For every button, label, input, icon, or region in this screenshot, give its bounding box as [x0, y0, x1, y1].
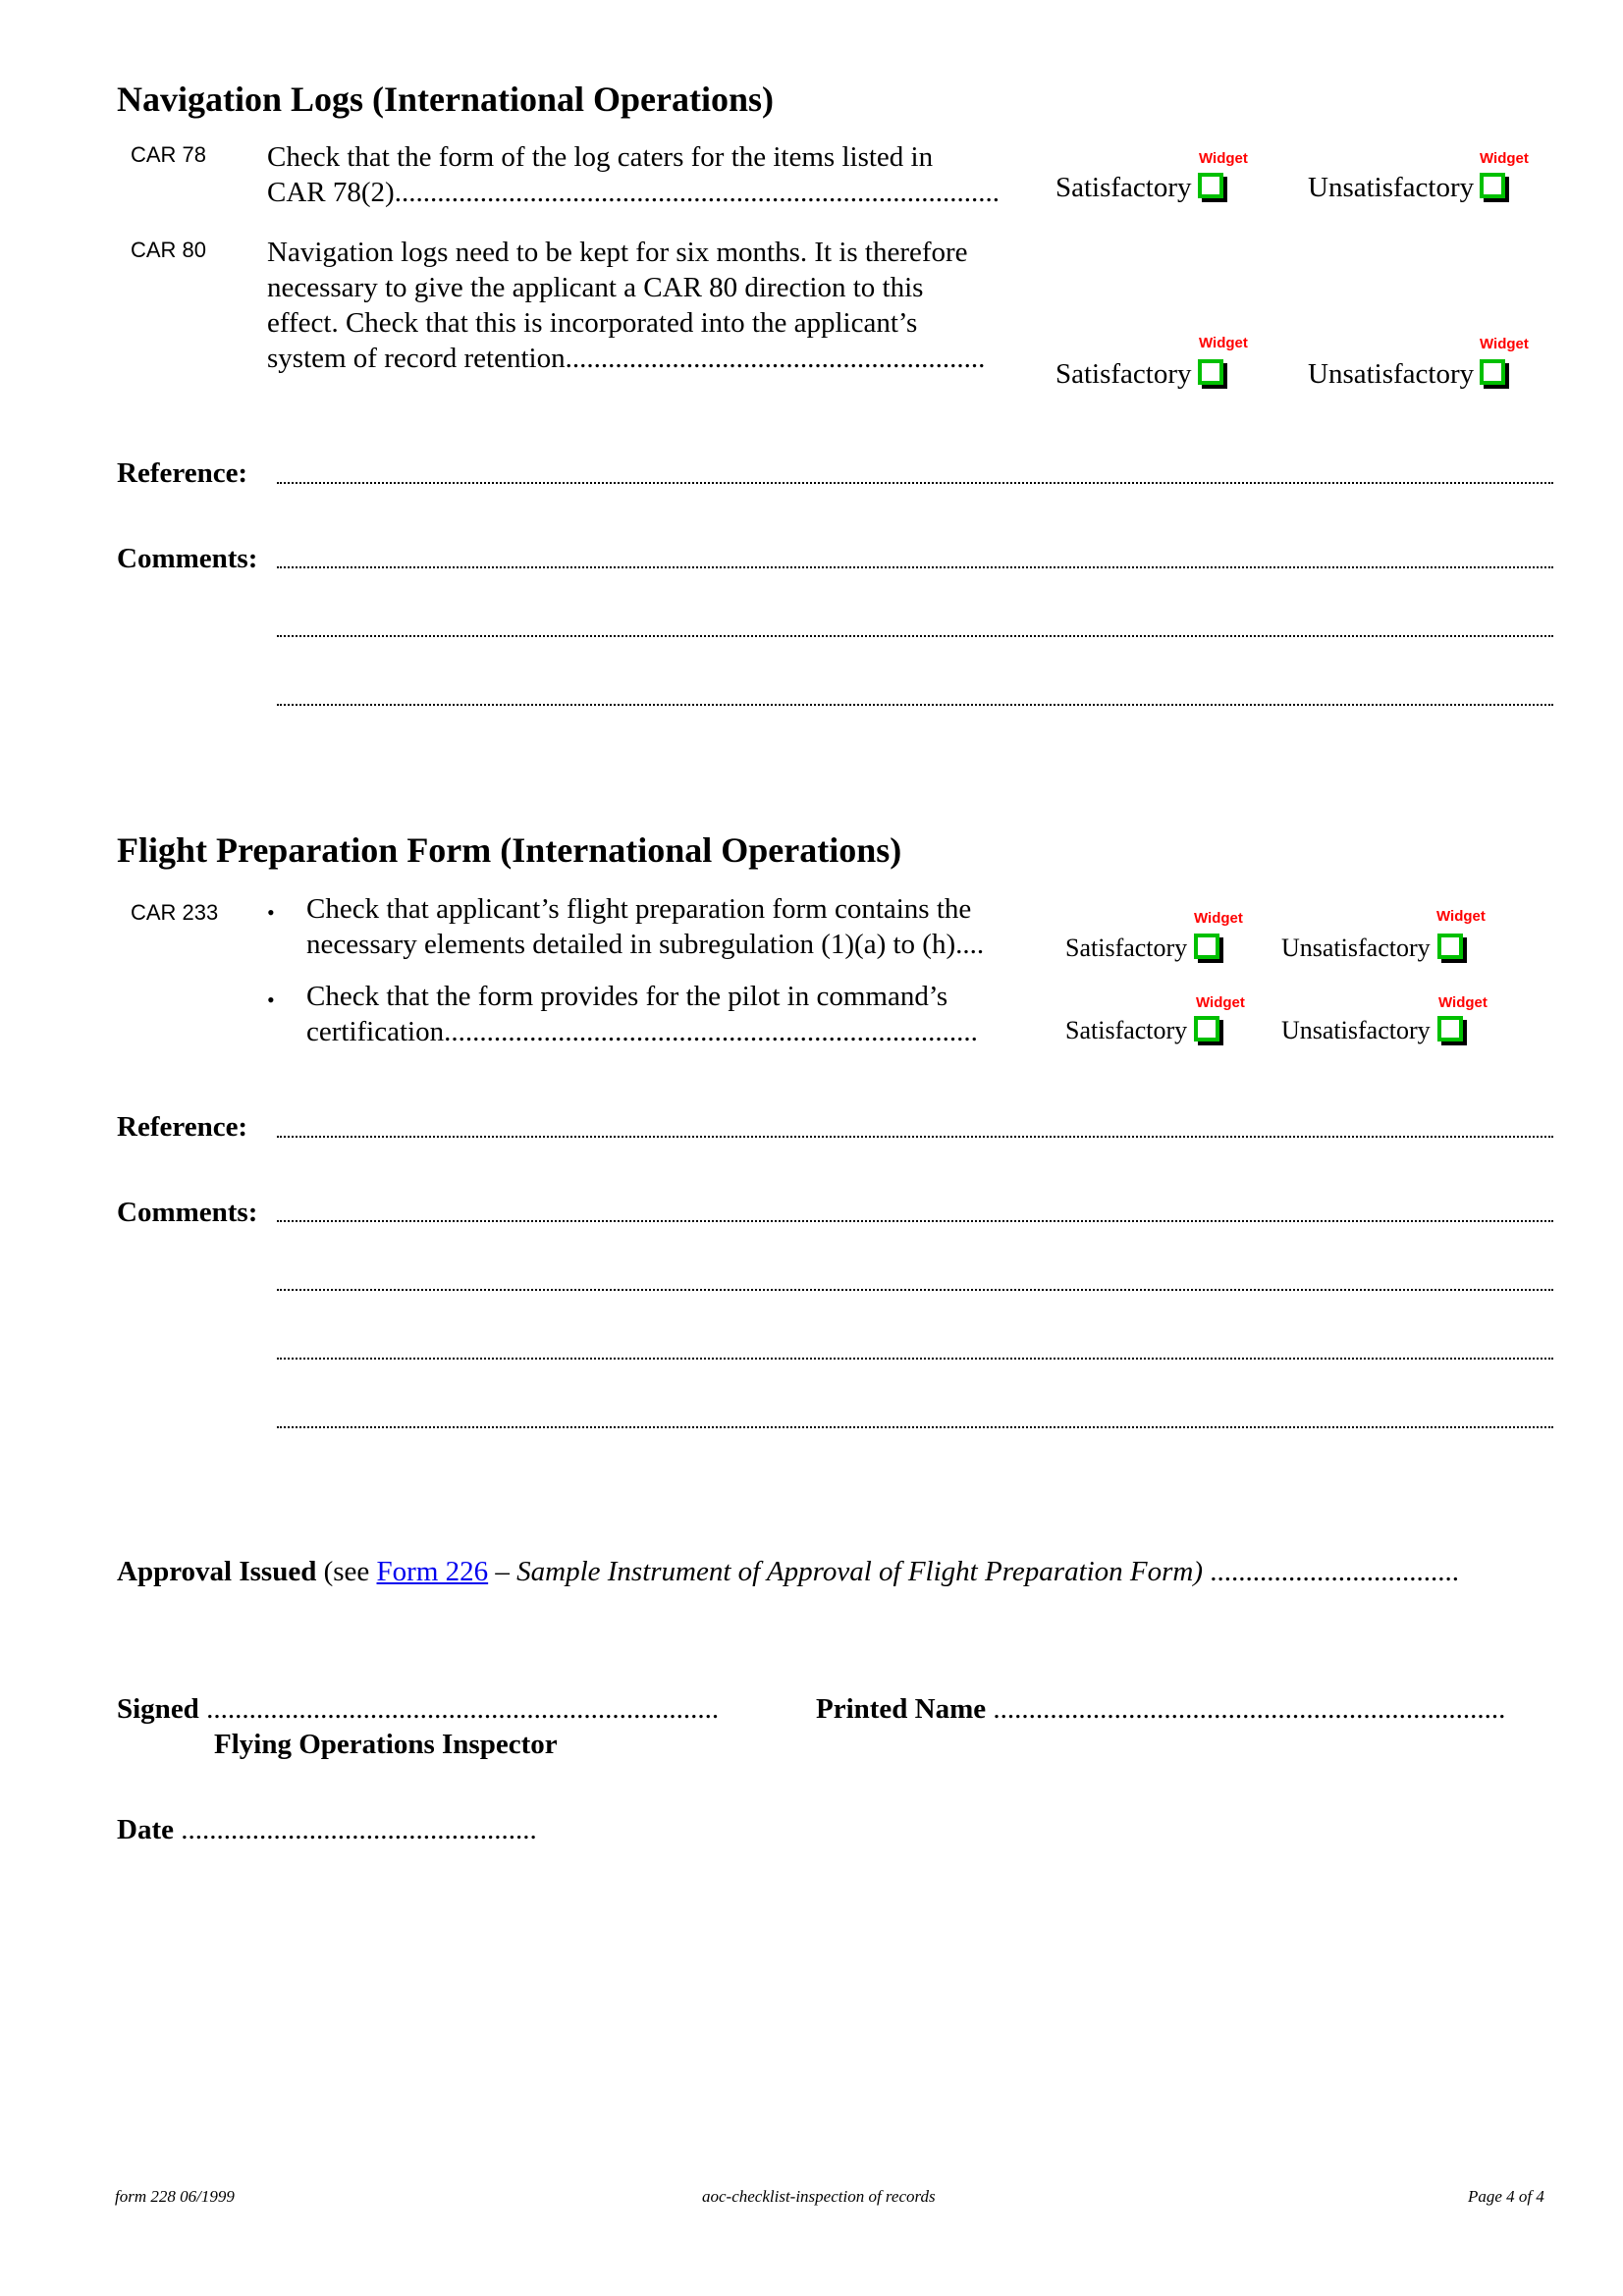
- comments-line[interactable]: [277, 1289, 1553, 1291]
- inspector-role: Flying Operations Inspector: [214, 1729, 558, 1760]
- item-line: Navigation logs need to be kept for six months. It is therefore: [267, 237, 968, 268]
- approval-dots[interactable]: ...................................: [1203, 1556, 1460, 1587]
- satisfactory-checkbox[interactable]: [1198, 173, 1223, 198]
- checklist-item-text: [306, 891, 1043, 962]
- comments-line[interactable]: [277, 1358, 1553, 1360]
- form-226-link[interactable]: Form 226: [376, 1556, 489, 1587]
- satisfactory-checkbox[interactable]: [1194, 934, 1219, 959]
- date-field[interactable]: ..................................................: [181, 1814, 537, 1845]
- car-reference: CAR 233: [131, 900, 219, 925]
- comments-line[interactable]: [277, 704, 1553, 706]
- approval-label: Approval Issued: [117, 1556, 317, 1587]
- unsatisfactory-checkbox[interactable]: [1437, 1016, 1463, 1041]
- date-label: Date: [117, 1814, 174, 1845]
- comments-line[interactable]: [277, 1220, 1553, 1222]
- item-line: Check that the form of the log caters for the items listed in: [267, 141, 934, 173]
- car-reference: CAR 80: [131, 238, 207, 262]
- comments-label: Comments:: [117, 543, 258, 574]
- signed-label: Signed: [117, 1693, 199, 1725]
- footer-page-number: Page 4 of 4: [1468, 2187, 1544, 2206]
- footer-document-name: aoc-checklist-inspection of records: [702, 2187, 936, 2206]
- unsatisfactory-label: Unsatisfactory: [1281, 934, 1431, 962]
- satisfactory-label: Satisfactory: [1065, 934, 1188, 962]
- item-line: certification...........................................................................: [306, 1016, 978, 1047]
- unsatisfactory-label: Unsatisfactory: [1308, 358, 1475, 390]
- satisfactory-checkbox[interactable]: [1198, 359, 1223, 385]
- comments-line[interactable]: [277, 566, 1553, 568]
- unsatisfactory-label: Unsatisfactory: [1308, 172, 1475, 203]
- car-reference: CAR 78: [131, 142, 207, 167]
- widget-tag: Widget: [1480, 150, 1529, 167]
- widget-tag: Widget: [1480, 336, 1529, 352]
- satisfactory-label: Satisfactory: [1055, 172, 1192, 203]
- bullet: •: [267, 900, 275, 925]
- unsatisfactory-checkbox[interactable]: [1480, 173, 1505, 198]
- section-title-flight-preparation: Flight Preparation Form (International Operations): [117, 830, 902, 870]
- date-line: [117, 1814, 537, 1846]
- unsatisfactory-label: Unsatisfactory: [1281, 1016, 1431, 1044]
- widget-tag: Widget: [1438, 994, 1488, 1011]
- reference-label: Reference:: [117, 1111, 248, 1143]
- section-title-navigation-logs: Navigation Logs (International Operations): [117, 80, 775, 119]
- comments-line[interactable]: [277, 1426, 1553, 1428]
- checklist-item-text: [267, 139, 1043, 210]
- satisfactory-checkbox[interactable]: [1194, 1016, 1219, 1041]
- item-line: necessary elements detailed in subregulation (1)(a) to (h)....: [306, 929, 985, 960]
- widget-tag: Widget: [1199, 150, 1248, 167]
- reference-field[interactable]: [277, 482, 1553, 484]
- reference-field[interactable]: [277, 1136, 1553, 1138]
- checklist-item-text: [306, 979, 1043, 1049]
- widget-tag: Widget: [1194, 910, 1243, 927]
- checklist-item-text: [267, 235, 1043, 376]
- signed-line: [117, 1693, 719, 1726]
- comments-line[interactable]: [277, 635, 1553, 637]
- item-line: Check that the form provides for the pilot in command’s: [306, 981, 948, 1012]
- printed-name-field[interactable]: ........................................................................: [993, 1693, 1506, 1725]
- item-line: necessary to give the applicant a CAR 80 direction to this: [267, 272, 924, 303]
- footer-form-number: form 228 06/1999: [115, 2187, 235, 2206]
- approval-form-title: Sample Instrument of Approval of Flight Preparation Form): [516, 1556, 1204, 1587]
- satisfactory-label: Satisfactory: [1055, 358, 1192, 390]
- printed-name-label: Printed Name: [816, 1693, 987, 1725]
- item-line: effect. Check that this is incorporated into the applicant’s: [267, 307, 918, 339]
- reference-label: Reference:: [117, 457, 248, 489]
- signed-field[interactable]: ........................................................................: [206, 1693, 720, 1725]
- approval-see: (see: [316, 1556, 377, 1587]
- approval-dash: –: [488, 1556, 517, 1587]
- bullet: •: [267, 988, 275, 1012]
- widget-tag: Widget: [1199, 335, 1248, 351]
- comments-label: Comments:: [117, 1197, 258, 1228]
- item-line: system of record retention...........................................................: [267, 343, 986, 374]
- item-line: Check that applicant’s flight preparation form contains the: [306, 893, 972, 925]
- approval-issued-line: [117, 1556, 1555, 1588]
- widget-tag: Widget: [1436, 908, 1486, 925]
- printed-name-line: [816, 1693, 1505, 1726]
- unsatisfactory-checkbox[interactable]: [1437, 934, 1463, 959]
- unsatisfactory-checkbox[interactable]: [1480, 359, 1505, 385]
- widget-tag: Widget: [1196, 994, 1245, 1011]
- satisfactory-label: Satisfactory: [1065, 1016, 1188, 1044]
- item-line: CAR 78(2).....................................................................................: [267, 177, 1000, 208]
